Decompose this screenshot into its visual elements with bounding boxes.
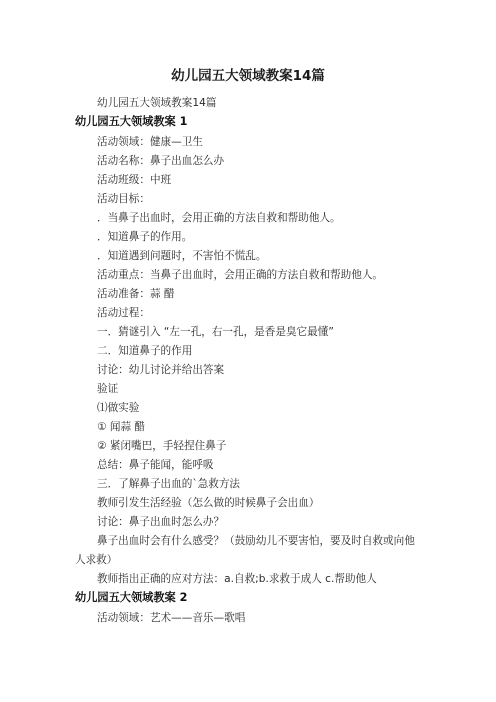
- text-line: 讨论：幼儿讨论并给出答案: [97, 364, 225, 376]
- text-paragraph: 鼻子出血时会有什么感受？（鼓励幼儿不要害怕，要及时自救或向他人求救）: [75, 535, 415, 566]
- list-item: ．知道鼻子的作用。: [97, 231, 193, 243]
- text-line: 讨论：鼻子出血时怎么办？: [97, 516, 225, 528]
- text-line: 活动准备：蒜 醋: [97, 288, 175, 300]
- list-item: ．知道遇到问题时，不害怕不慌乱。: [97, 250, 267, 262]
- text-line: ① 闻蒜 醋: [97, 421, 146, 433]
- text-line: 活动名称：鼻子出血怎么办: [97, 155, 225, 167]
- text-line: 活动重点：当鼻子出血时，会用正确的方法自救和帮助他人。: [97, 269, 384, 281]
- text-line: 教师引发生活经验（怎么做的时候鼻子会出血）: [97, 497, 320, 509]
- lesson-heading: 幼儿园五大领域教案 1: [75, 115, 188, 128]
- text-line: 一．猜谜引入 “左一孔，右一孔，是香是臭它最懂”: [97, 326, 334, 338]
- document-title: 幼儿园五大领域教案14篇: [171, 68, 325, 84]
- text-line: ⑴做实验: [97, 402, 140, 414]
- text-line: 验证: [97, 383, 119, 395]
- list-item: ．当鼻子出血时，会用正确的方法自救和帮助他人。: [97, 212, 341, 224]
- lesson-heading: 幼儿园五大领域教案 2: [75, 591, 188, 604]
- text-line: 活动班级：中班: [97, 174, 172, 186]
- text-line: 活动目标：: [97, 193, 150, 205]
- text-line: 活动领域：健康—卫生: [97, 136, 203, 148]
- text-line: 活动领域：艺术——音乐—歌唱: [97, 612, 246, 624]
- text-line: ② 紧闭嘴巴，手轻捏住鼻子: [97, 440, 227, 452]
- text-line: 二．知道鼻子的作用: [97, 345, 193, 357]
- text-line: 三．了解鼻子出血的`急救方法: [97, 478, 241, 490]
- text-line: 活动过程：: [97, 307, 150, 319]
- document-subtitle: 幼儿园五大领域教案14篇: [97, 97, 217, 109]
- text-line: 总结：鼻子能闻，能呼吸: [97, 459, 214, 471]
- text-line: 教师指出正确的应对方法：a.自救;b.求救于成人 c.帮助他人: [97, 573, 377, 585]
